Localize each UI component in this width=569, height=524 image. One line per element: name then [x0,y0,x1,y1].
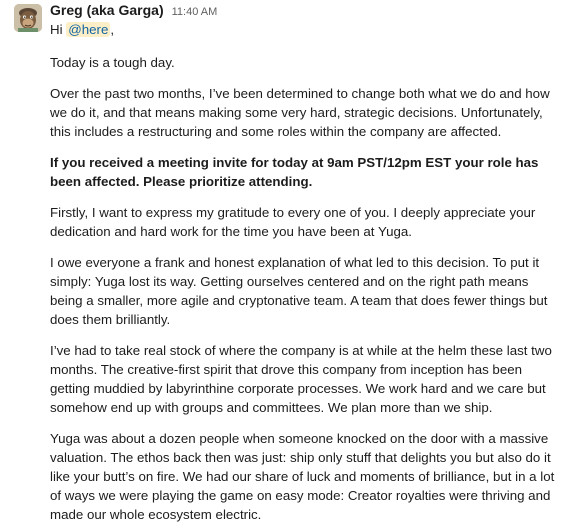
paragraph-5: I owe everyone a frank and honest explanation of what led to this decision. To put it simply: Yuga lost its way. Getting ourselves centered and on the right path means being a smaller, more agile and cryptonative team. A team that does fewer things but does them brilliantly. [50,255,548,327]
message-body [50,20,562,524]
paragraph-3-bold: If you received a meeting invite for today at 9am PST/12pm EST your role has been affected. Please prioritize attending. [50,155,539,189]
here-mention[interactable]: @here [68,22,109,37]
ape-avatar-icon [14,4,42,32]
paragraph-1: Today is a tough day. [50,55,175,70]
author-name[interactable]: Greg (aka Garga) [50,2,164,18]
paragraph-4: Firstly, I want to express my gratitude to every one of you. I deeply appreciate your dedication and hard work for the time you have been at Yuga. [50,205,536,239]
greeting-prefix: Hi [50,22,67,37]
paragraph-6: I’ve had to take real stock of where the company is at while at the helm these last two months. The creative-first spirit that drove this company from inception has been getting muddied by labyrinthine corporate processes. We work hard and we care but somehow end up with groups and committees. We plan more than we ship. [50,343,552,415]
message-header [50,2,217,20]
greeting-suffix: , [110,22,115,37]
paragraph-2: Over the past two months, I’ve been determined to change both what we do and how we do it, and that means making some very hard, strategic decisions. Unfortunately, this includes a restructuring and some roles within the company are affected. [50,86,550,139]
avatar[interactable] [14,4,42,32]
timestamp[interactable]: 11:40 AM [171,6,218,18]
greeting-line [50,20,562,39]
paragraph-7: Yuga was about a dozen people when someone knocked on the door with a massive valuation. The ethos back then was just: ship only stuff that delights you but also do it like your butt’s on fire. We had our share of luck and moments of brilliance, but in a lot of ways we were playing the game on easy mode: Creator royalties were thriving and made our whole ecosystem electric. [50,431,555,522]
